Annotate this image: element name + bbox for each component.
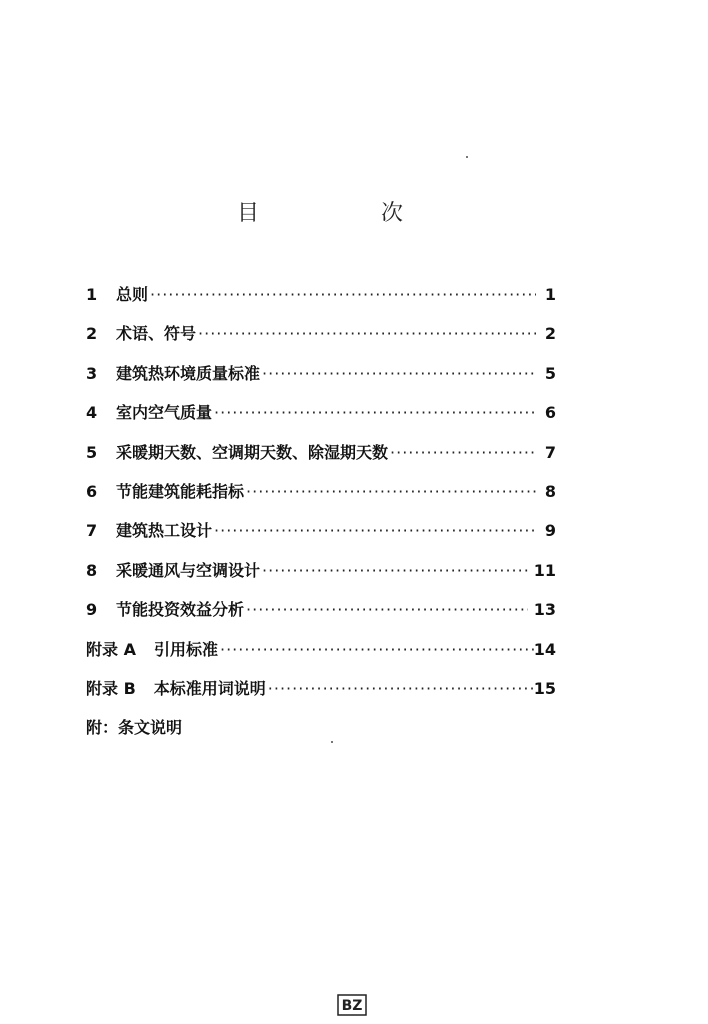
entry-page: 8 bbox=[544, 481, 556, 501]
bz-logo bbox=[337, 994, 367, 1016]
leader-dots bbox=[198, 324, 536, 343]
entry-number: 4 bbox=[86, 403, 98, 423]
leader-dots bbox=[246, 482, 536, 501]
toc-attachment[interactable] bbox=[86, 715, 556, 754]
entry-label: 采暖通风与空调设计 bbox=[116, 560, 261, 580]
toc-entry-6[interactable] bbox=[86, 479, 556, 518]
entry-number: 1 bbox=[86, 285, 98, 304]
entry-page: 11 bbox=[533, 560, 556, 580]
appendix-page: 15 bbox=[533, 678, 556, 698]
entry-page: 13 bbox=[533, 600, 556, 620]
toc-entry-9[interactable] bbox=[86, 597, 556, 636]
toc-entry-1[interactable] bbox=[86, 282, 556, 321]
leader-dots bbox=[262, 364, 536, 383]
leader-dots bbox=[268, 679, 534, 698]
entry-number: 9 bbox=[86, 600, 98, 620]
entry-label: 总则 bbox=[116, 285, 149, 304]
table-of-contents bbox=[86, 282, 556, 755]
bz-logo-text: BZ bbox=[341, 998, 363, 1014]
entry-number: 8 bbox=[86, 560, 98, 580]
entry-label: 节能投资效益分析 bbox=[116, 600, 245, 620]
leader-dots bbox=[262, 561, 528, 580]
toc-entry-7[interactable] bbox=[86, 518, 556, 557]
toc-entry-3[interactable] bbox=[86, 361, 556, 400]
appendix-label: 本标准用词说明 bbox=[153, 678, 266, 698]
appendix-prefix: 附录 B bbox=[86, 678, 136, 698]
appendix-label: 引用标准 bbox=[153, 639, 218, 659]
attachment-label: 附：条文说明 bbox=[86, 718, 183, 738]
entry-label: 建筑热环境质量标准 bbox=[116, 363, 261, 383]
toc-title: 目 次 bbox=[236, 201, 453, 226]
entry-page: 5 bbox=[544, 363, 556, 383]
leader-dots bbox=[390, 443, 536, 462]
appendix-page: 14 bbox=[533, 639, 556, 659]
entry-page: 2 bbox=[544, 324, 556, 344]
entry-page: 7 bbox=[544, 442, 556, 462]
toc-entry-4[interactable] bbox=[86, 400, 556, 439]
entry-page: 6 bbox=[544, 403, 556, 423]
leader-dots bbox=[220, 640, 534, 659]
toc-entry-8[interactable] bbox=[86, 558, 556, 597]
entry-label: 采暖期天数、空调期天数、除湿期天数 bbox=[116, 442, 389, 462]
scan-speck bbox=[331, 741, 333, 743]
entry-number: 6 bbox=[86, 481, 98, 501]
entry-label: 室内空气质量 bbox=[116, 403, 213, 423]
entry-page: 1 bbox=[544, 285, 556, 304]
entry-label: 建筑热工设计 bbox=[116, 521, 213, 541]
toc-appendix-a[interactable] bbox=[86, 637, 556, 676]
entry-label: 节能建筑能耗指标 bbox=[116, 481, 245, 501]
toc-entry-5[interactable] bbox=[86, 440, 556, 479]
toc-appendix-b[interactable] bbox=[86, 676, 556, 715]
scan-speck bbox=[466, 156, 468, 158]
entry-number: 3 bbox=[86, 363, 98, 383]
toc-entry-2[interactable] bbox=[86, 321, 556, 360]
entry-number: 7 bbox=[86, 521, 98, 541]
leader-dots bbox=[214, 521, 536, 540]
leader-dots bbox=[150, 285, 536, 304]
entry-number: 5 bbox=[86, 442, 98, 462]
leader-dots bbox=[214, 403, 536, 422]
leader-dots bbox=[246, 600, 528, 619]
appendix-prefix: 附录 A bbox=[86, 639, 136, 659]
entry-label: 术语、符号 bbox=[116, 324, 197, 344]
entry-number: 2 bbox=[86, 324, 98, 344]
entry-page: 9 bbox=[544, 521, 556, 541]
